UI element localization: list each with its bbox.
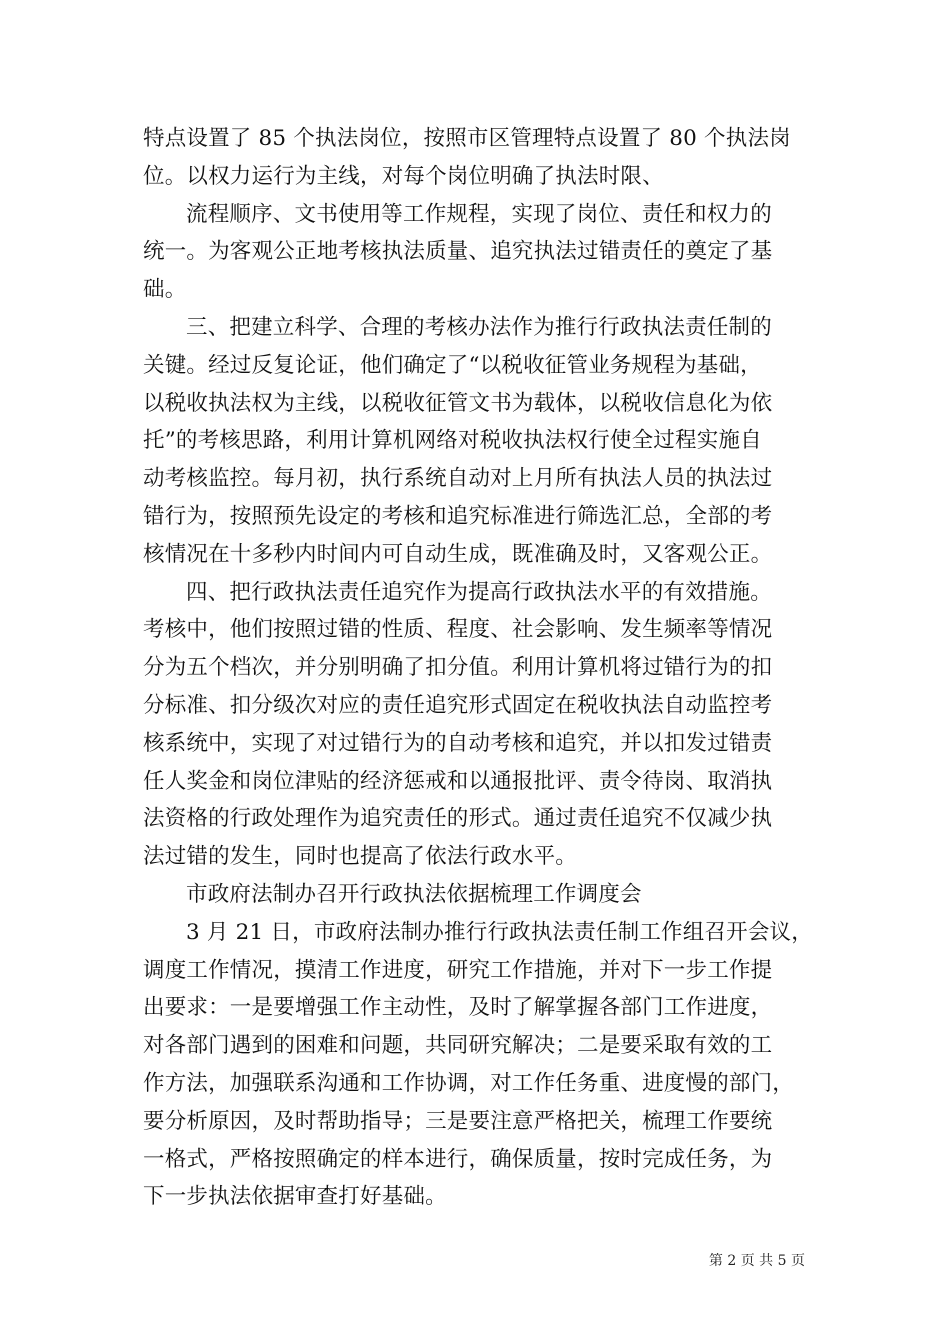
document-body xyxy=(143,120,815,1216)
text-line: 动考核监控。每月初，执行系统自动对上月所有执法人员的执法过 xyxy=(143,466,773,492)
text-line: 法过错的发生，同时也提高了依法行政水平。 xyxy=(143,844,578,870)
text-line: 出要求：一是要增强工作主动性，及时了解掌握各部门工作进度， xyxy=(143,995,773,1021)
text-line: 四、把行政执法责任追究作为提高行政执法水平的有效措施。 xyxy=(186,579,772,605)
text-line: 统一。为客观公正地考核执法质量、追究执法过错责任的奠定了基 xyxy=(143,239,773,265)
text-line: 错行为，按照预先设定的考核和追究标准进行筛选汇总，全部的考 xyxy=(143,503,773,529)
text-line: 分标准、扣分级次对应的责任追究形式固定在税收执法自动监控考 xyxy=(143,692,773,718)
text-line: 三、把建立科学、合理的考核办法作为推行行政执法责任制的 xyxy=(186,314,772,340)
text-line: 分为五个档次，并分别明确了扣分值。利用计算机将过错行为的扣 xyxy=(143,655,773,681)
text-line: 核系统中，实现了对过错行为的自动考核和追究，并以扣发过错责 xyxy=(143,730,773,756)
text-line: 关键。经过反复论证，他们确定了“以税收征管业务规程为基础， xyxy=(143,352,762,378)
text-line: 下一步执法依据审查打好基础。 xyxy=(143,1184,447,1210)
text-line: 础。 xyxy=(143,277,187,303)
text-line: 法资格的行政处理作为追究责任的形式。通过责任追究不仅减少执 xyxy=(143,806,773,832)
text-line: 市政府法制办召开行政执法依据梳理工作调度会 xyxy=(186,881,642,907)
text-line: 位。以权力运行为主线，对每个岗位明确了执法时限、 xyxy=(143,163,664,189)
text-line: 考核中，他们按照过错的性质、程度、社会影响、发生频率等情况 xyxy=(143,617,773,643)
text-line: 要分析原因，及时帮助指导；三是要注意严格把关，梳理工作要统 xyxy=(143,1108,773,1134)
text-line: 核情况在十多秒内时间内可自动生成，既准确及时，又客观公正。 xyxy=(143,541,773,567)
text-line: 托”的考核思路，利用计算机网络对税收执法权行使全过程实施自 xyxy=(143,428,762,454)
text-line: 对各部门遇到的困难和问题，共同研究解决；二是要采取有效的工 xyxy=(143,1033,773,1059)
text-line: 流程顺序、文书使用等工作规程，实现了岗位、责任和权力的 xyxy=(186,201,772,227)
text-line: 任人奖金和岗位津贴的经济惩戒和以通报批评、责令待岗、取消执 xyxy=(143,768,773,794)
text-line: 调度工作情况，摸清工作进度，研究工作措施，并对下一步工作提 xyxy=(143,957,773,983)
text-line: 一格式，严格按照确定的样本进行，确保质量，按时完成任务，为 xyxy=(143,1146,773,1172)
text-line: 作方法，加强联系沟通和工作协调，对工作任务重、进度慢的部门， xyxy=(143,1070,795,1096)
text-line: 以税收执法权为主线，以税收征管文书为载体，以税收信息化为依 xyxy=(143,390,773,416)
page-number: 第 2 页 共 5 页 xyxy=(708,1253,805,1269)
text-line: 3 月 21 日，市政府法制办推行行政执法责任制工作组召开会议， xyxy=(186,919,813,945)
text-line: 特点设置了 85 个执法岗位，按照市区管理特点设置了 80 个执法岗 xyxy=(143,126,791,151)
